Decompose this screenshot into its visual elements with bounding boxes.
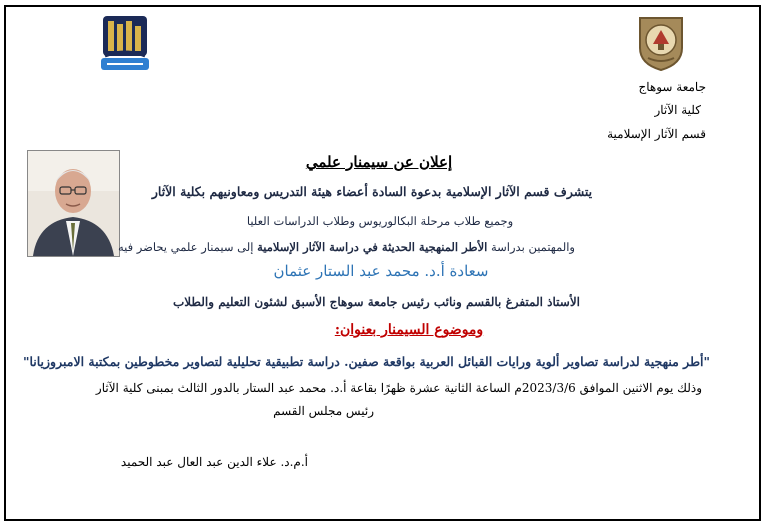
university-logo <box>634 14 688 72</box>
council-title: رئيس مجلس القسم <box>273 404 374 418</box>
signature-name: أ.م.د. علاء الدين عبد العال عبد الحميد <box>120 455 308 469</box>
invitation-line-1: يتشرف قسم الآثار الإسلامية بدعوة السادة أعضاء هيئة التدريس ومعاونيهم بكلية الآثار <box>151 184 593 199</box>
date-location: وذلك يوم الاثنين الموافق 2023/3/6م الساعة الثانية عشرة ظهرًا بقاعة أ.د. محمد عبد الستار بالدور الثالث بمبنى كلية الآثار <box>95 381 702 395</box>
department-name: قسم الآثار الإسلامية <box>607 127 706 141</box>
line3-prefix: والمهتمين بدراسة <box>491 240 575 254</box>
speaker-name: سعادة أ.د. محمد عبد الستار عثمان <box>273 262 489 280</box>
topic-heading: وموضوع السيمنار بعنوان: <box>334 322 484 338</box>
faculty-name: كلية الآثار <box>654 103 701 117</box>
speaker-role: الأستاذ المتفرغ بالقسم ونائب رئيس جامعة سوهاج الأسبق لشئون التعليم والطلاب <box>172 295 580 309</box>
line3-topic-bold: الأطر المنهجية الحديثة في دراسة الآثار الإسلامية <box>257 240 488 254</box>
line3-suffix: إلى سيمنار علمي يحاضر فيه <box>117 240 254 254</box>
invitation-line-3 <box>117 240 575 254</box>
seminar-topic: "أطر منهجية لدراسة تصاوير ألوية ورايات القبائل العربية بواقعة صفين. دراسة تطبيقية تحليلية لتصاوير مخطوطين بمكتبة الامبروزيانا" <box>22 354 710 369</box>
speaker-photo <box>27 150 120 257</box>
university-name: جامعة سوهاج <box>638 80 706 94</box>
announcement-title: إعلان عن سيمنار علمي <box>305 153 453 171</box>
invitation-line-2: وجميع طلاب مرحلة البكالوريوس وطلاب الدراسات العليا <box>246 214 514 228</box>
faculty-logo <box>95 12 155 74</box>
